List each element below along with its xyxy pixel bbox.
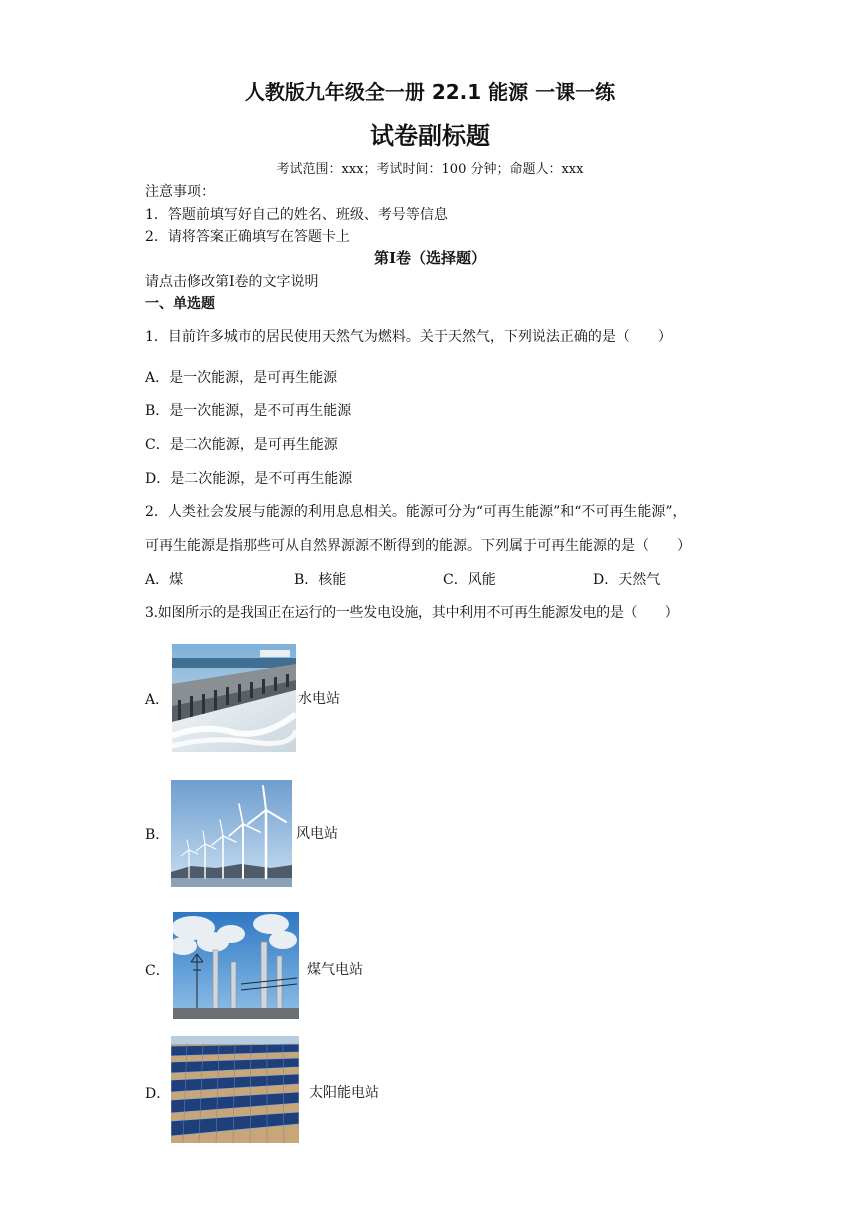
note-item-1: 1．答题前填写好自己的姓名、班级、考号等信息 bbox=[145, 207, 448, 223]
question-3-option-c-letter: C． bbox=[145, 963, 170, 979]
hydro-dam-image bbox=[172, 644, 296, 752]
question-1-option-c: C．是二次能源，是可再生能源 bbox=[145, 437, 338, 453]
question-3-option-c-caption: 煤气电站 bbox=[307, 962, 363, 978]
question-1-option-b: B．是一次能源，是不可再生能源 bbox=[145, 403, 352, 419]
question-2-option-d: D．天然气 bbox=[593, 572, 661, 588]
notes-heading: 注意事项： bbox=[145, 184, 215, 200]
question-3-option-d-letter: D． bbox=[145, 1086, 171, 1102]
section-description: 请点击修改第Ⅰ卷的文字说明 bbox=[145, 274, 319, 290]
question-2-stem-line-2: 可再生能源是指那些可从自然界源源不断得到的能源。下列属于可再生能源的是（ ） bbox=[145, 538, 691, 554]
question-3-option-a-letter: A． bbox=[145, 692, 170, 708]
question-1-option-d: D．是二次能源，是不可再生能源 bbox=[145, 471, 353, 487]
question-2-option-a: A．煤 bbox=[145, 572, 184, 588]
question-2-option-c: C．风能 bbox=[443, 572, 496, 588]
page-subtitle: 试卷副标题 bbox=[370, 122, 490, 150]
question-3-option-d-caption: 太阳能电站 bbox=[309, 1085, 379, 1101]
question-3-option-b-letter: B． bbox=[145, 827, 170, 843]
wind-turbines-image bbox=[171, 780, 292, 887]
solar-panels-image bbox=[171, 1036, 299, 1143]
question-3-option-a-caption: 水电站 bbox=[298, 691, 340, 707]
smoke-stacks-image bbox=[173, 912, 299, 1019]
section-title: 第Ⅰ卷（选择题） bbox=[373, 249, 487, 267]
question-3-option-b-caption: 风电站 bbox=[296, 826, 338, 842]
page-title: 人教版九年级全一册 22.1 能源 一课一练 bbox=[244, 80, 616, 104]
question-2-stem-line-1: 2．人类社会发展与能源的利用息息相关。能源可分为“可再生能源”和“不可再生能源”， bbox=[145, 504, 687, 520]
note-item-2: 2．请将答案正确填写在答题卡上 bbox=[145, 229, 350, 245]
part-heading: 一、单选题 bbox=[145, 296, 215, 312]
exam-info: 考试范围：xxx；考试时间：100 分钟；命题人：xxx bbox=[276, 162, 584, 177]
question-3-stem: 3.如图所示的是我国正在运行的一些发电设施，其中利用不可再生能源发电的是（ ） bbox=[145, 605, 679, 621]
question-1-option-a: A．是一次能源，是可再生能源 bbox=[145, 370, 338, 386]
question-1-stem: 1．目前许多城市的居民使用天然气为燃料。关于天然气，下列说法正确的是（ ） bbox=[145, 329, 672, 345]
question-2-option-b: B．核能 bbox=[294, 572, 347, 588]
